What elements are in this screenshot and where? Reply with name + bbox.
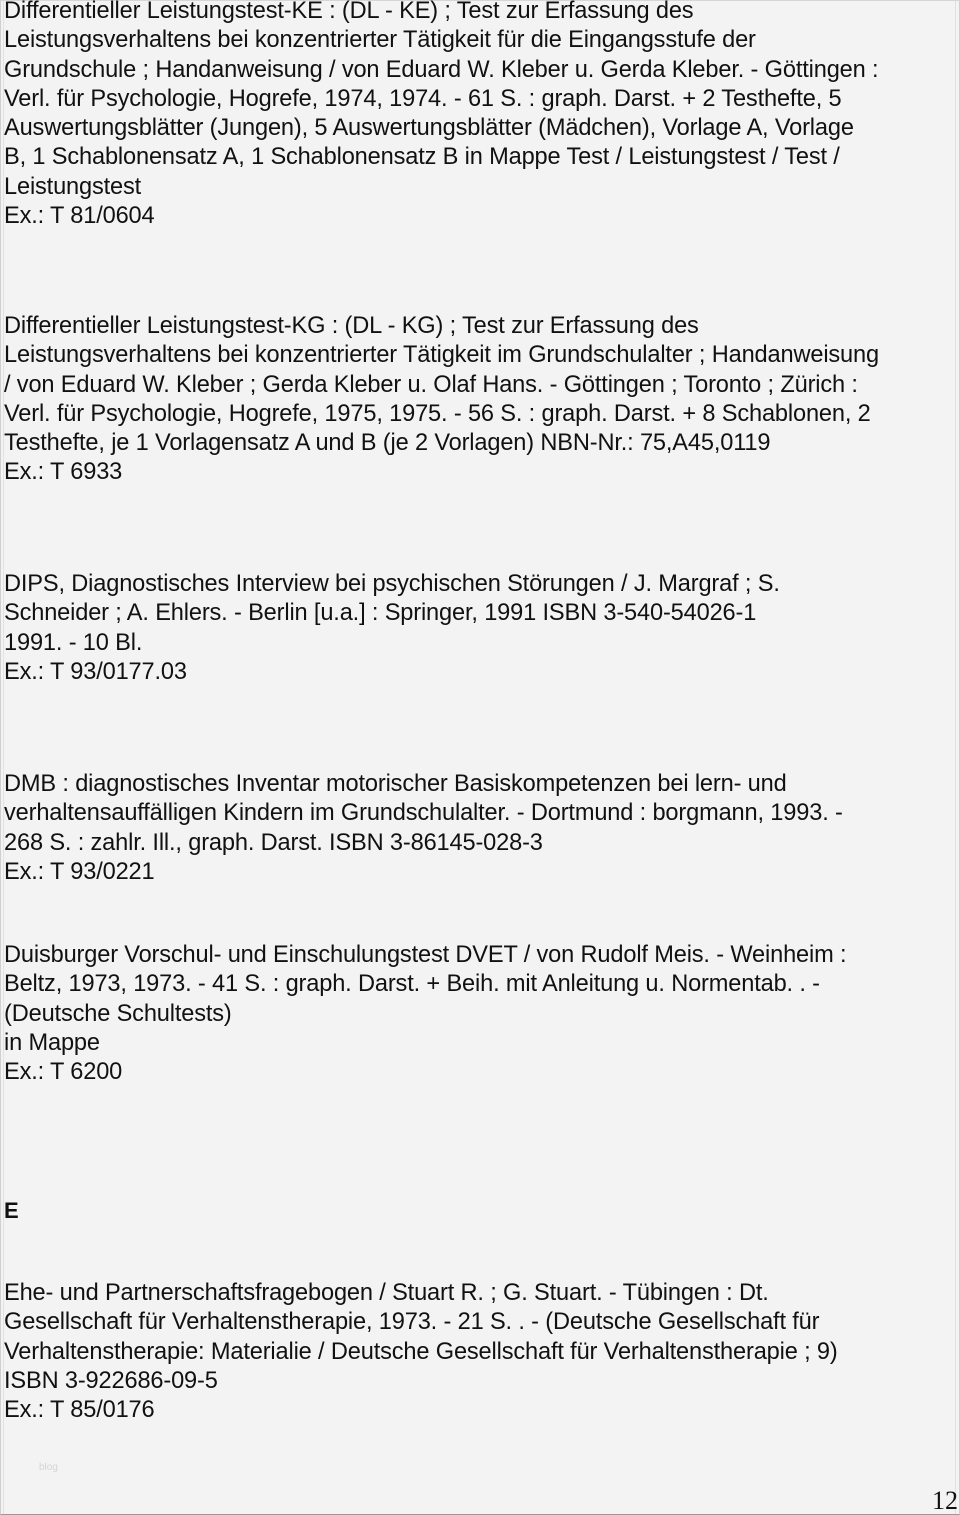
- page-number: 12: [932, 1486, 958, 1515]
- entry-line: Ehe- und Partnerschaftsfragebogen / Stuart R. ; G. Stuart. - Tübingen : Dt.: [4, 1280, 769, 1306]
- shelf-mark: Ex.: T 6200: [4, 1059, 123, 1086]
- entry-line: Schneider ; A. Ehlers. - Berlin [u.a.] : Springer, 1991 ISBN 3-540-54026-1: [4, 600, 757, 627]
- entry-line: Verhaltenstherapie: Materialie / Deutsche Gesellschaft für Verhaltenstherapie ; 9): [4, 1338, 838, 1365]
- entry-line: Grundschule ; Handanweisung / von Eduard W. Kleber u. Gerda Kleber. - Göttingen :: [4, 56, 879, 83]
- entry-line: DMB : diagnostisches Inventar motorischer Basiskompetenzen bei lern- und: [4, 771, 787, 797]
- entry-line: B, 1 Schablonensatz A, 1 Schablonensatz B in Mappe Test / Leistungstest / Test /: [4, 144, 840, 171]
- entry-line: (Deutsche Schultests): [4, 1000, 232, 1027]
- entry-line: Gesellschaft für Verhaltenstherapie, 1973. - 21 S. . - (Deutsche Gesellschaft für: [4, 1309, 820, 1336]
- shelf-mark: Ex.: T 93/0221: [4, 858, 155, 885]
- entry-line: / von Eduard W. Kleber ; Gerda Kleber u. Olaf Hans. - Göttingen ; Toronto ; Zürich :: [4, 371, 858, 398]
- shelf-mark: Ex.: T 6933: [4, 459, 123, 486]
- catalog-entry-dl-kg: [4, 312, 960, 488]
- entry-line: 1991. - 10 Bl.: [4, 629, 143, 656]
- entry-line: in Mappe: [4, 1029, 100, 1056]
- entry-line: Verl. für Psychologie, Hogrefe, 1975, 1975. - 56 S. : graph. Darst. + 8 Schablonen, 2: [4, 400, 871, 427]
- entry-line: Leistungsverhaltens bei konzentrierter Tätigkeit im Grundschulalter ; Handanweisung: [4, 342, 879, 369]
- shelf-mark: Ex.: T 81/0604: [4, 203, 155, 230]
- entry-line: Testhefte, je 1 Vorlagensatz A und B (je 2 Vorlagen) NBN-Nr.: 75,A45,0119: [4, 430, 771, 457]
- shelf-mark: Ex.: T 85/0176: [4, 1397, 155, 1424]
- entry-line: Duisburger Vorschul- und Einschulungstest DVET / von Rudolf Meis. - Weinheim :: [4, 942, 847, 968]
- entry-line: DIPS, Diagnostisches Interview bei psychischen Störungen / J. Margraf ; S.: [4, 571, 780, 597]
- watermark-text: blog: [39, 1462, 58, 1473]
- catalog-entry-dips: [4, 570, 960, 687]
- entry-line: Differentieller Leistungstest-KG : (DL - KG) ; Test zur Erfassung des: [4, 313, 699, 339]
- section-heading-letter: E: [4, 1198, 19, 1223]
- entry-line: ISBN 3-922686-09-5: [4, 1367, 218, 1394]
- entry-line: verhaltensauffälligen Kindern im Grundschulalter. - Dortmund : borgmann, 1993. -: [4, 800, 843, 827]
- catalog-entry-ehe-partnerschaft: [4, 1279, 960, 1425]
- catalog-entry-dmb: [4, 770, 960, 887]
- entry-line: Verl. für Psychologie, Hogrefe, 1974, 1974. - 61 S. : graph. Darst. + 2 Testhefte, 5: [4, 85, 842, 112]
- entry-line: Leistungsverhaltens bei konzentrierter Tätigkeit für die Eingangsstufe der: [4, 27, 756, 54]
- catalog-entry-dl-ke: [4, 0, 960, 231]
- shelf-mark: Ex.: T 93/0177.03: [4, 658, 187, 685]
- entry-line: Beltz, 1973, 1973. - 41 S. : graph. Darst. + Beih. mit Anleitung u. Normentab. . -: [4, 971, 820, 998]
- entry-line: 268 S. : zahlr. Ill., graph. Darst. ISBN 3-86145-028-3: [4, 829, 543, 856]
- entry-line: Leistungstest: [4, 173, 142, 200]
- catalog-entry-dvet: [4, 941, 960, 1087]
- entry-line: Differentieller Leistungstest-KE : (DL - KE) ; Test zur Erfassung des: [4, 0, 694, 24]
- entry-line: Auswertungsblätter (Jungen), 5 Auswertungsblätter (Mädchen), Vorlage A, Vorlage: [4, 115, 854, 142]
